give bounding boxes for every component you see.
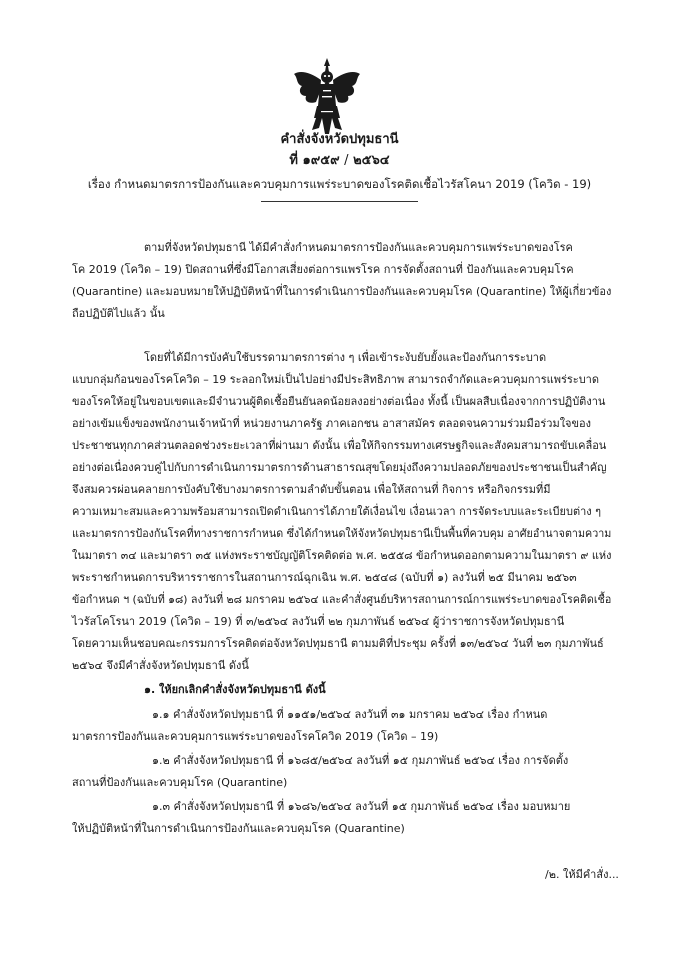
paragraph-2-line: ความเหมาะสมและความพร้อมสามารถเปิดดำเนินการได้ภายใต้เงื่อนไข เงื่อนเวลา การจัดระบบและระเบียบต่าง ๆ [72, 505, 602, 518]
continuation-note: /๒. ให้มีคำสั่ง... [545, 868, 619, 881]
order-subject: เรื่อง กำหนดมาตรการป้องกันและควบคุมการแพร่ระบาดของโรคติดเชื้อไวรัสโคนา 2019 (โควิด - 19) [87, 177, 592, 191]
item-1-1-line: ๑.๑ คำสั่งจังหวัดปทุมธานี ที่ ๑๑๕๑/๒๕๖๔ ลงวันที่ ๓๑ มกราคม ๒๕๖๔ เรื่อง กำหนด [152, 708, 548, 721]
item-1-3-line: ให้ปฏิบัติหน้าที่ในการดำเนินการป้องกันและควบคุมโรค (Quarantine) [72, 822, 405, 835]
paragraph-2-line: จึงสมควรผ่อนคลายการบังคับใช้บางมาตรการตามลำดับขั้นตอน เพื่อให้สถานที่ กิจการ หรือกิจกรรมที่มี [72, 483, 551, 496]
paragraph-2-line: พระราชกำหนดการบริหารราชการในสถานการณ์ฉุกเฉิน พ.ศ. ๒๕๔๘ (ฉบับที่ ๑) ลงวันที่ ๒๕ มีนาคม ๒๕๖๓ [72, 571, 577, 584]
paragraph-2-line: และมาตรการป้องกันโรคที่ทางราชการกำหนด ซึ่งได้กำหนดให้จังหวัดปทุมธานีเป็นพื้นที่ควบคุม อาศัยอำนาจตามความ [72, 527, 612, 540]
paragraph-1-line: (Quarantine) และมอบหมายให้ปฏิบัติหน้าที่ในการดำเนินการป้องกันและควบคุมโรค (Quarantine) ให้ผู้เกี่ยวข้อง [72, 285, 612, 298]
section-1-heading: ๑. ให้ยกเลิกคำสั่งจังหวัดปทุมธานี ดังนี้ [144, 683, 326, 696]
order-number-label: ที่ [289, 153, 298, 168]
paragraph-2-line: ไวรัสโคโรนา 2019 (โควิด – 19) ที่ ๓/๒๕๖๔ ลงวันที่ ๒๒ กุมภาพันธ์ ๒๕๖๔ ผู้ว่าราชการจังหวัดปทุมธานี [72, 615, 565, 628]
paragraph-2-line: อย่างเข้มแข็งของพนักงานเจ้าหน้าที่ หน่วยงานภาครัฐ ภาคเอกชน อาสาสมัคร ตลอดจนความร่วมมือร่วมใจของ [72, 417, 592, 430]
subject-divider [261, 201, 418, 202]
order-number-separator: / [344, 153, 349, 168]
order-number-year: ๒๕๖๔ [353, 153, 390, 168]
item-1-3-line: ๑.๓ คำสั่งจังหวัดปทุมธานี ที่ ๑๖๘๖/๒๕๖๔ ลงวันที่ ๑๕ กุมภาพันธ์ ๒๕๖๔ เรื่อง มอบหมาย [152, 800, 571, 813]
paragraph-2-line: โดยความเห็นชอบคณะกรรมการโรคติดต่อจังหวัดปทุมธานี ตามมติที่ประชุม ครั้งที่ ๑๓/๒๕๖๔ วันที่ ๒๓ กุมภาพันธ์ [72, 637, 604, 650]
paragraph-2-line: ข้อกำหนด ฯ (ฉบับที่ ๑๘) ลงวันที่ ๒๘ มกราคม ๒๕๖๔ และคำสั่งศูนย์บริหารสถานการณ์การแพร่ระบาดของโรคติดเชื้อ [72, 593, 612, 606]
paragraph-2-line: โดยที่ได้มีการบังคับใช้บรรดามาตรการต่าง ๆ เพื่อเข้าระงับยับยั้งและป้องกันการระบาด [144, 351, 547, 364]
paragraph-2-line: แบบกลุ่มก้อนของโรคโควิด – 19 ระลอกใหม่เป็นไปอย่างมีประสิทธิภาพ สามารถจำกัดและควบคุมการแพร่ระบาด [72, 373, 600, 386]
paragraph-2-line: ของโรคให้อยู่ในขอบเขตและมีจำนวนผู้ติดเชื้อยืนยันลดน้อยลงอย่างต่อเนื่อง ทั้งนี้ เป็นผลสืบเนื่องจากการปฏิบัติงาน [72, 395, 606, 408]
paragraph-2-line: ในมาตรา ๓๔ และมาตรา ๓๕ แห่งพระราชบัญญัติโรคติดต่อ พ.ศ. ๒๕๕๘ ข้อกำหนดออกตามความในมาตรา ๙ แห่ง [72, 549, 612, 562]
item-1-2-line: ๑.๒ คำสั่งจังหวัดปทุมธานี ที่ ๑๖๘๕/๒๕๖๔ ลงวันที่ ๑๕ กุมภาพันธ์ ๒๕๖๔ เรื่อง การจัดตั้ง [152, 754, 569, 767]
document-title: คำสั่งจังหวัดปทุมธานี [280, 132, 399, 147]
paragraph-2-line: ๒๕๖๔ จึงมีคำสั่งจังหวัดปทุมธานี ดังนี้ [72, 659, 249, 672]
paragraph-2-line: อย่างต่อเนื่องควบคู่ไปกับการดำเนินการมาตรการด้านสาธารณสุขโดยมุ่งถึงความปลอดภัยของประชาชนเป็นสำคัญ [72, 461, 607, 474]
paragraph-1-line: ถือปฏิบัติไปแล้ว นั้น [72, 307, 165, 320]
item-1-2-line: สถานที่ป้องกันและควบคุมโรค (Quarantine) [72, 776, 288, 789]
paragraph-2-line: ประชาชนทุกภาคส่วนตลอดช่วงระยะเวลาที่ผ่านมา ดังนั้น เพื่อให้กิจกรรมทางเศรษฐกิจและสังคมสามารถขับเคลื่อน [72, 439, 607, 452]
paragraph-1-line: ตามที่จังหวัดปทุมธานี ได้มีคำสั่งกำหนดมาตรการป้องกันและควบคุมการแพร่ระบาดของโรค [144, 241, 573, 254]
order-number-value: ๑๙๕๙ [302, 153, 340, 168]
item-1-1-line: มาตรการป้องกันและควบคุมการแพร่ระบาดของโรคโควิด 2019 (โควิด – 19) [72, 730, 439, 743]
order-number [0, 152, 679, 170]
garuda-emblem-icon [292, 56, 362, 136]
paragraph-1-line: โค 2019 (โควิด – 19) ปิดสถานที่ซึ่งมีโอกาสเสี่ยงต่อการแพรโรค การจัดตั้งสถานที่ ป้องกันและควบคุมโรค [72, 263, 574, 276]
